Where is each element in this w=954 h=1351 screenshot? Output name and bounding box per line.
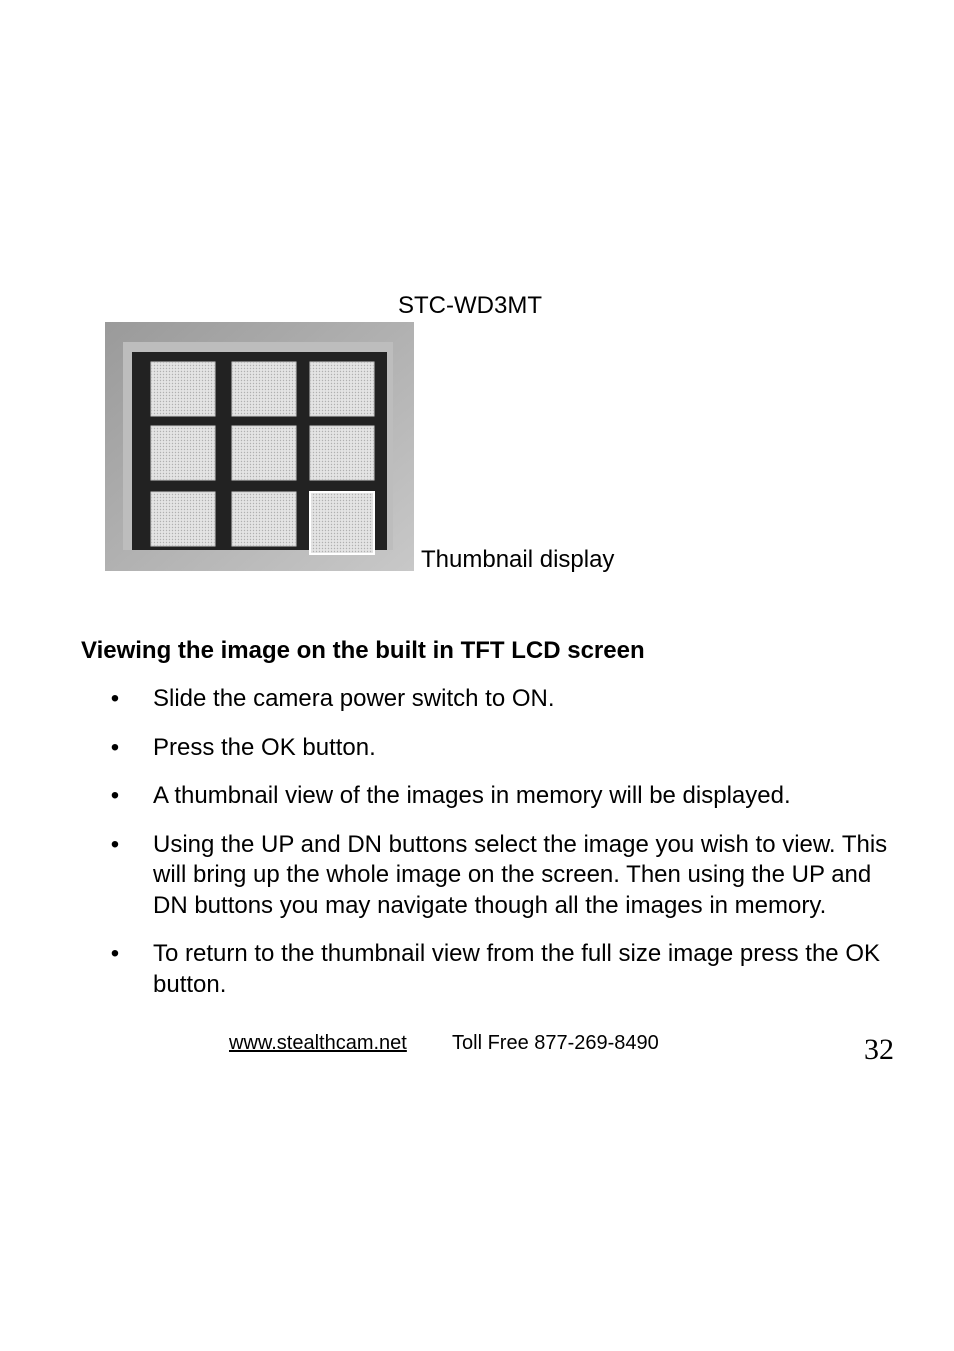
page-number: 32 [864, 1033, 894, 1066]
thumbnail-image [310, 492, 374, 554]
list-item-text: To return to the thumbnail view from the full size image press the OK button. [153, 940, 880, 998]
instruction-list [105, 684, 895, 1018]
bullet-icon: • [110, 940, 120, 967]
list-item-text: Press the OK button. [153, 733, 376, 761]
model-label: STC-WD3MT [398, 292, 542, 319]
list-item [105, 830, 895, 922]
lcd-thumbnail-photo [105, 322, 414, 571]
bullet-icon: • [110, 830, 120, 858]
list-item [105, 939, 895, 1000]
list-item-text: Using the UP and DN buttons select the image you wish to view. This will bring up the whole image on the screen. Then using the UP and DN buttons you may navigate though all the images in memory. [153, 830, 888, 919]
thumbnail-image [310, 426, 374, 480]
thumbnail-image [310, 362, 374, 416]
figure-caption: Thumbnail display [421, 546, 615, 573]
thumbnail-image [232, 492, 296, 546]
thumbnail-image [232, 426, 296, 480]
thumbnail-image [151, 426, 215, 480]
list-item-text: A thumbnail view of the images in memory will be displayed. [153, 782, 791, 809]
bullet-icon: • [110, 733, 120, 761]
list-item [105, 781, 895, 812]
thumbnail-image [151, 362, 215, 416]
bullet-icon: • [110, 685, 120, 712]
thumbnail-image [232, 362, 296, 416]
list-item-text: Slide the camera power switch to ON. [153, 685, 555, 712]
section-heading: Viewing the image on the built in TFT LCD screen [81, 637, 645, 664]
bullet-icon: • [110, 782, 120, 809]
list-item [105, 733, 895, 764]
list-item [105, 684, 895, 715]
toll-free-phone: Toll Free 877-269-8490 [452, 1032, 659, 1054]
website-link[interactable]: www.stealthcam.net [229, 1032, 407, 1054]
thumbnail-image [151, 492, 215, 546]
